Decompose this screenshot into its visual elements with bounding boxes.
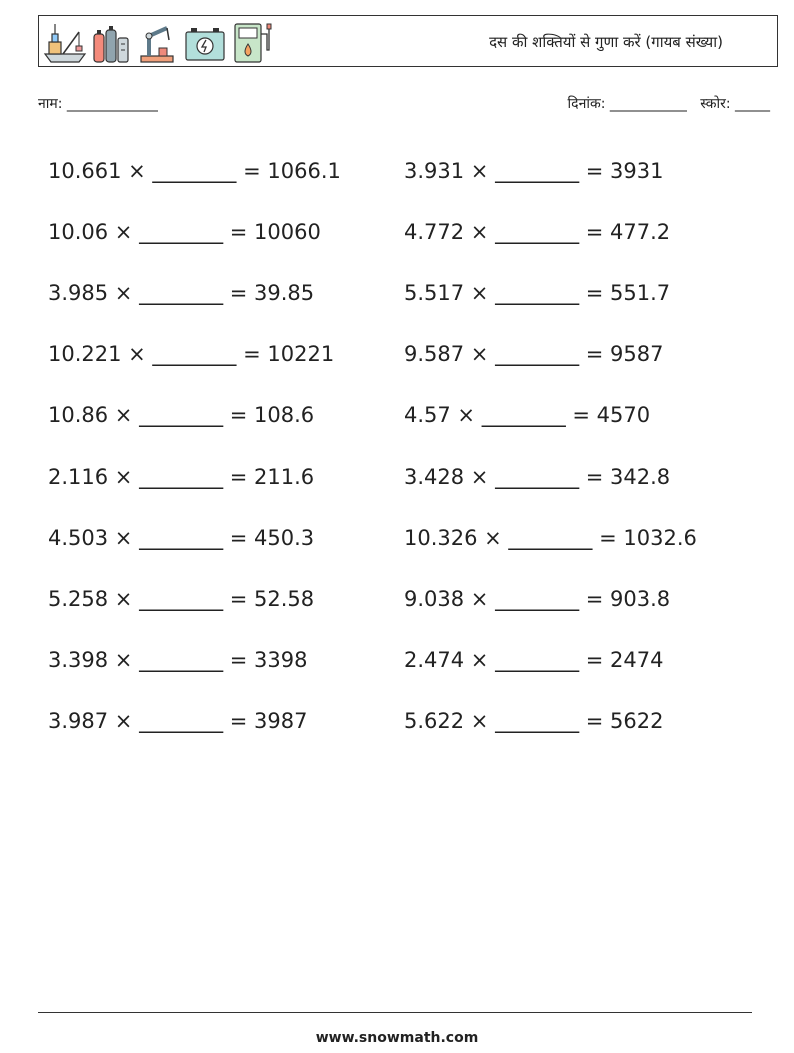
- robot-arm-icon: [135, 20, 179, 64]
- problem-right[interactable]: 3.931 × ________ = 3931: [404, 158, 664, 183]
- name-field[interactable]: नाम: _____________: [38, 96, 158, 112]
- gas-cylinders-icon: [91, 20, 131, 64]
- score-field[interactable]: स्कोर: _____: [700, 96, 770, 112]
- problem-left[interactable]: 10.86 × ________ = 108.6: [48, 403, 315, 428]
- problem-row: [48, 140, 768, 201]
- problem-right[interactable]: 9.038 × ________ = 903.8: [404, 586, 671, 611]
- problem-right[interactable]: 2.474 × ________ = 2474: [404, 648, 664, 673]
- problem-row: [48, 385, 768, 446]
- problem-right[interactable]: 5.622 × ________ = 5622: [404, 709, 664, 734]
- problem-right[interactable]: 4.57 × ________ = 4570: [404, 403, 651, 428]
- footer-site[interactable]: www.snowmath.com: [315, 1030, 479, 1046]
- date-field[interactable]: दिनांक: ___________: [567, 96, 687, 112]
- problem-left[interactable]: 4.503 × ________ = 450.3: [48, 525, 315, 550]
- problem-row: [48, 630, 768, 691]
- problem-left[interactable]: 2.116 × ________ = 211.6: [48, 464, 315, 489]
- problem-row: [48, 568, 768, 629]
- problem-row: [48, 691, 768, 752]
- fuel-pump-icon: [231, 20, 273, 64]
- problem-left[interactable]: 10.661 × ________ = 1066.1: [48, 158, 341, 183]
- problem-row: [48, 262, 768, 323]
- worksheet-header: [38, 15, 778, 67]
- problem-right[interactable]: 10.326 × ________ = 1032.6: [404, 525, 697, 550]
- problem-left[interactable]: 3.985 × ________ = 39.85: [48, 280, 315, 305]
- problem-row: [48, 507, 768, 568]
- problem-left[interactable]: 10.221 × ________ = 10221: [48, 342, 335, 367]
- crane-ship-icon: [43, 20, 87, 64]
- problem-right[interactable]: 3.428 × ________ = 342.8: [404, 464, 671, 489]
- footer-divider: [38, 1012, 752, 1013]
- problem-left[interactable]: 10.06 × ________ = 10060: [48, 219, 321, 244]
- problem-row: [48, 201, 768, 262]
- problem-right[interactable]: 4.772 × ________ = 477.2: [404, 219, 671, 244]
- problem-left[interactable]: 3.398 × ________ = 3398: [48, 648, 308, 673]
- problem-left[interactable]: 5.258 × ________ = 52.58: [48, 586, 315, 611]
- battery-icon: [183, 20, 227, 64]
- problem-row: [48, 324, 768, 385]
- problem-right[interactable]: 9.587 × ________ = 9587: [404, 342, 664, 367]
- worksheet-title: दस की शक्तियों से गुणा करें (गायब संख्या): [489, 33, 723, 51]
- header-icons: [43, 18, 273, 64]
- problem-row: [48, 446, 768, 507]
- problem-left[interactable]: 3.987 × ________ = 3987: [48, 709, 308, 734]
- problem-grid: [48, 140, 768, 752]
- date-score-fields: [568, 94, 770, 113]
- problem-right[interactable]: 5.517 × ________ = 551.7: [404, 280, 671, 305]
